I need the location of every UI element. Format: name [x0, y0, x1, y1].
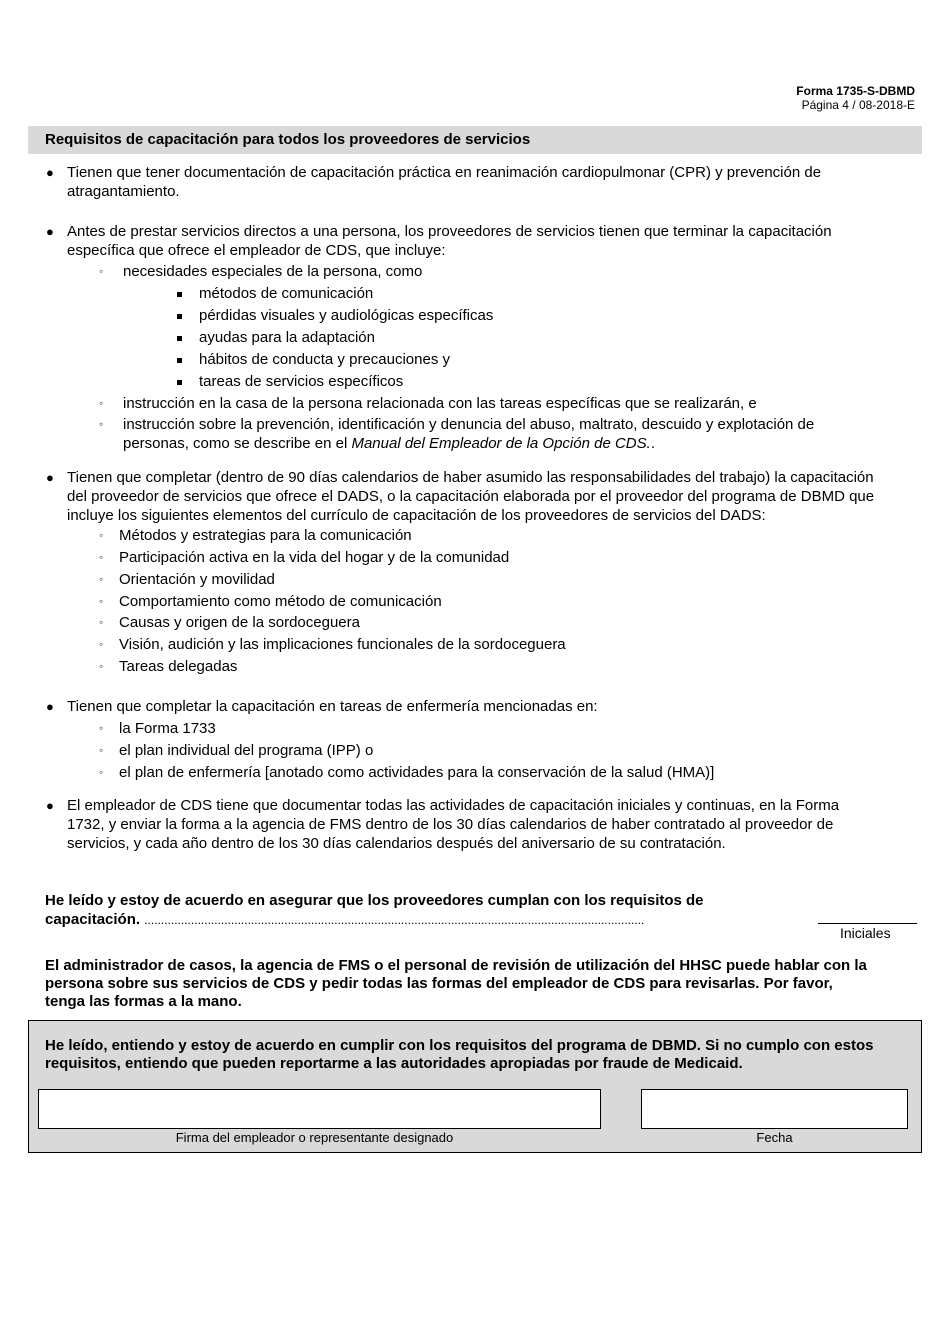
circle-bullet-icon: ◦ — [99, 550, 104, 564]
bullet2-sub1-item: hábitos de conducta y precauciones y — [199, 351, 450, 368]
bullet-icon: ● — [46, 699, 54, 714]
bullet2-sub1-item: ayudas para la adaptación — [199, 329, 375, 346]
bullet1-line2: atragantamiento. — [67, 183, 180, 200]
circle-bullet-icon: ◦ — [99, 528, 104, 542]
bullet4-item: el plan de enfermería [anotado como actividades para la conservación de la salud (HMA)] — [119, 764, 715, 781]
bullet3-item: Comportamiento como método de comunicación — [119, 593, 442, 610]
bullet3-line2: del proveedor de servicios que ofrece el DADS, o la capacitación elaborada por el proveedor del programa de DBMD que — [67, 488, 875, 505]
bullet3-item: Métodos y estrategias para la comunicación — [119, 527, 412, 544]
circle-bullet-icon: ◦ — [99, 572, 104, 586]
sig-statement-line1: He leído, entiendo y estoy de acuerdo en cumplir con los requisitos del programa de DBMD. Si no cumplo con estos — [45, 1037, 874, 1054]
sub3-prefix: personas, como se describe en el — [123, 435, 352, 452]
initials-label: Iniciales — [840, 925, 891, 941]
bullet3-item: Visión, audición y las implicaciones funcionales de la sordoceguera — [119, 636, 566, 653]
bullet3-line3: incluye los siguientes elementos del currículo de capacitación de los proveedores de servicios del DADS: — [67, 507, 766, 524]
notice-line2: persona sobre sus servicios de CDS y pedir todas las formas del empleador de CDS para revisarlas. Por favor, — [45, 975, 833, 992]
date-field[interactable] — [641, 1089, 908, 1129]
signature-field[interactable] — [38, 1089, 601, 1129]
section-title: Requisitos de capacitación para todos los proveedores de servicios — [45, 131, 531, 148]
bullet-icon: ● — [46, 165, 54, 180]
bullet2-sub3-line2 — [123, 434, 655, 453]
circle-bullet-icon: ◦ — [99, 659, 104, 673]
bullet2-sub1-item: tareas de servicios específicos — [199, 373, 404, 390]
bullet1-line1: Tienen que tener documentación de capacitación práctica en reanimación cardiopulmonar (CPR) y prevención de — [67, 164, 822, 181]
square-bullet-icon — [177, 336, 182, 341]
section-header — [28, 126, 922, 154]
circle-bullet-icon: ◦ — [99, 765, 104, 779]
circle-bullet-icon: ◦ — [99, 396, 104, 410]
initials-field[interactable] — [818, 923, 917, 924]
bullet2-sub2: instrucción en la casa de la persona relacionada con las tareas específicas que se realizarán, e — [123, 395, 757, 412]
bullet2-sub1: necesidades especiales de la persona, como — [123, 263, 423, 280]
sub3-suffix: . — [650, 435, 655, 452]
circle-bullet-icon: ◦ — [99, 637, 104, 651]
circle-bullet-icon: ◦ — [99, 615, 104, 629]
notice-line1: El administrador de casos, la agencia de FMS o el personal de revisión de utilización del HHSC puede hablar con la — [45, 957, 867, 974]
bullet-icon: ● — [46, 224, 54, 239]
bullet2-sub1-item: métodos de comunicación — [199, 285, 374, 302]
circle-bullet-icon: ◦ — [99, 594, 104, 608]
bullet2-line1: Antes de prestar servicios directos a una persona, los proveedores de servicios tienen que terminar la capacitación — [67, 223, 832, 240]
bullet2-sub3-line1: instrucción sobre la prevención, identificación y denuncia del abuso, maltrato, descuido y explotación de — [123, 416, 815, 433]
bullet2-sub1-item: pérdidas visuales y audiológicas específicas — [199, 307, 494, 324]
bullet3-item: Tareas delegadas — [119, 658, 238, 675]
bullet2-line2: específica que ofrece el empleador de CDS, que incluye: — [67, 242, 446, 259]
ack-line2-text: capacitación. — [45, 911, 141, 928]
bullet3-item: Causas y origen de la sordoceguera — [119, 614, 360, 631]
notice-line3: tenga las formas a la mano. — [45, 993, 242, 1010]
ack-line2 — [45, 910, 810, 930]
bullet3-line1: Tienen que completar (dentro de 90 días calendarios de haber asumido las responsabilidades del trabajo) la capacitación — [67, 469, 874, 486]
square-bullet-icon — [177, 314, 182, 319]
bullet5-line1: El empleador de CDS tiene que documentar todas las actividades de capacitación iniciales y continuas, en la Forma — [67, 797, 840, 814]
circle-bullet-icon: ◦ — [99, 743, 104, 757]
bullet5-line2: 1732, y enviar la forma a la agencia de FMS dentro de los 30 días calendarios de haber contratado al proveedor de — [67, 816, 834, 833]
bullet4-line1: Tienen que completar la capacitación en tareas de enfermería mencionadas en: — [67, 698, 598, 715]
bullet-icon: ● — [46, 470, 54, 485]
form-number: Forma 1735-S-DBMD — [796, 84, 915, 98]
date-label: Fecha — [756, 1130, 793, 1145]
bullet4-item: la Forma 1733 — [119, 720, 216, 737]
square-bullet-icon — [177, 358, 182, 363]
dot-leader: ...................................................................................................................................................... — [144, 913, 645, 927]
circle-bullet-icon: ◦ — [99, 264, 104, 278]
bullet5-line3: servicios, y cada año dentro de los 30 días calendarios después del aniversario de su contratación. — [67, 835, 726, 852]
bullet-icon: ● — [46, 798, 54, 813]
circle-bullet-icon: ◦ — [99, 721, 104, 735]
form-identifier — [796, 84, 915, 112]
square-bullet-icon — [177, 380, 182, 385]
sig-statement-line2: requisitos, entiendo que pueden reportarme a las autoridades apropiadas por fraude de Medicaid. — [45, 1055, 743, 1072]
square-bullet-icon — [177, 292, 182, 297]
manual-title: Manual del Empleador de la Opción de CDS. — [351, 435, 651, 452]
page-info: Página 4 / 08-2018-E — [801, 98, 915, 112]
ack-line1: He leído y estoy de acuerdo en asegurar que los proveedores cumplan con los requisitos de — [45, 892, 704, 909]
signature-label: Firma del empleador o representante designado — [175, 1130, 454, 1145]
circle-bullet-icon: ◦ — [99, 417, 104, 431]
bullet3-item: Orientación y movilidad — [119, 571, 275, 588]
bullet3-item: Participación activa en la vida del hogar y de la comunidad — [119, 549, 510, 566]
bullet4-item: el plan individual del programa (IPP) o — [119, 742, 374, 759]
